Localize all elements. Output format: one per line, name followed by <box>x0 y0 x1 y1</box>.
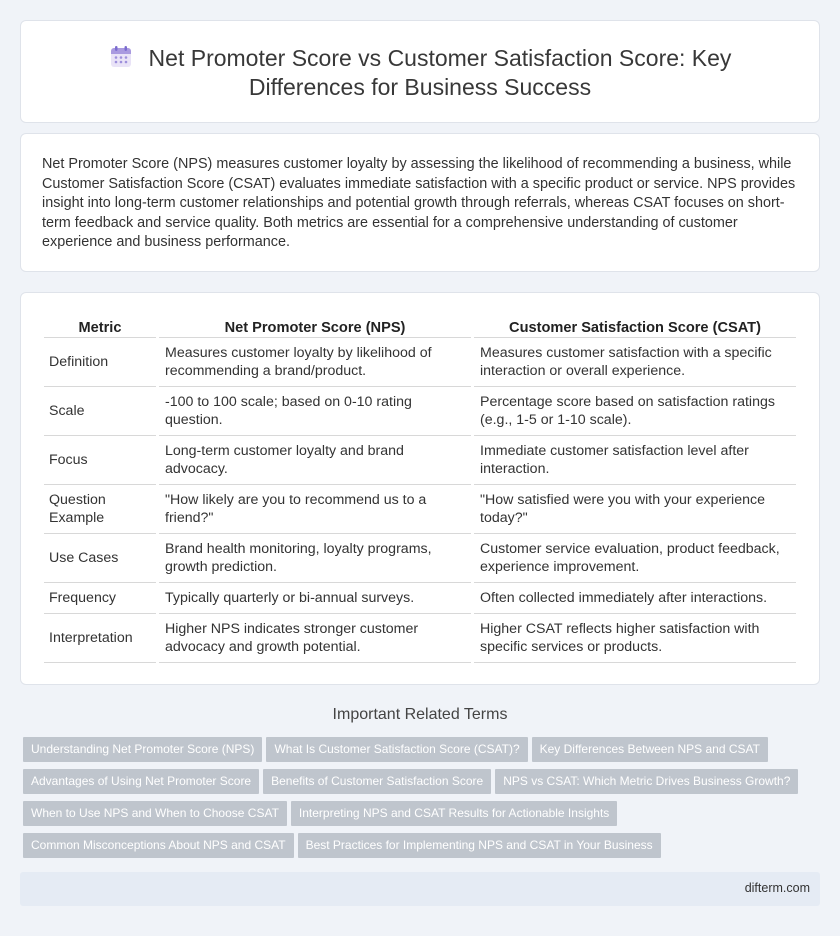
related-terms-heading: Important Related Terms <box>332 706 508 723</box>
related-terms-list <box>23 737 823 865</box>
table-row <box>44 614 796 663</box>
table-row <box>44 534 796 583</box>
page-title <box>21 44 819 102</box>
row-nps: Measures customer loyalty by likelihood of recommending a brand/product. <box>159 338 471 387</box>
related-term-link[interactable]: Key Differences Between NPS and CSAT <box>532 737 768 762</box>
related-term-link[interactable]: NPS vs CSAT: Which Metric Drives Business Growth? <box>495 769 798 794</box>
tag-row <box>23 833 823 865</box>
related-term-link[interactable]: Understanding Net Promoter Score (NPS) <box>23 737 262 762</box>
related-term-link[interactable]: Benefits of Customer Satisfaction Score <box>263 769 491 794</box>
related-term-link[interactable]: Best Practices for Implementing NPS and CSAT in Your Business <box>298 833 661 858</box>
table-row <box>44 485 796 534</box>
table-row <box>44 583 796 614</box>
footer <box>20 872 820 906</box>
title-line-2: Differences for Business Success <box>248 74 592 100</box>
related-term-link[interactable]: Interpreting NPS and CSAT Results for Actionable Insights <box>291 801 617 826</box>
row-metric: Scale <box>44 387 156 436</box>
row-nps: Typically quarterly or bi-annual surveys. <box>159 583 471 614</box>
tag-row <box>23 769 823 801</box>
site-name[interactable]: difterm.com <box>744 881 810 895</box>
related-term-link[interactable]: Advantages of Using Net Promoter Score <box>23 769 259 794</box>
related-term-link[interactable]: What Is Customer Satisfaction Score (CSAT)? <box>266 737 527 762</box>
row-metric: Question Example <box>44 485 156 534</box>
row-nps: "How likely are you to recommend us to a friend?" <box>159 485 471 534</box>
row-csat: "How satisfied were you with your experience today?" <box>474 485 796 534</box>
title-line-1: Net Promoter Score vs Customer Satisfaction Score: Key <box>148 45 732 71</box>
row-metric: Use Cases <box>44 534 156 583</box>
intro-card <box>20 133 820 272</box>
header-metric: Metric <box>44 314 156 338</box>
tag-row <box>23 801 823 833</box>
header-nps: Net Promoter Score (NPS) <box>159 314 471 338</box>
calendar-icon <box>109 45 133 69</box>
table-row <box>44 436 796 485</box>
title-card <box>20 20 820 123</box>
row-csat: Measures customer satisfaction with a specific interaction or overall experience. <box>474 338 796 387</box>
header-csat: Customer Satisfaction Score (CSAT) <box>474 314 796 338</box>
comparison-card <box>20 292 820 685</box>
row-metric: Frequency <box>44 583 156 614</box>
row-metric: Interpretation <box>44 614 156 663</box>
intro-paragraph: Net Promoter Score (NPS) measures customer loyalty by assessing the likelihood of recommending a business, while Customer Satisfaction Score (CSAT) evaluates immediate satisfaction with a specific product or service. NPS provides insight into long-term customer relationships and potential growth through referrals, whereas CSAT focuses on short-term feedback and service quality. Both metrics are essential for a comprehensive understanding of customer experience and business performance. <box>42 156 796 250</box>
row-nps: Long-term customer loyalty and brand advocacy. <box>159 436 471 485</box>
row-metric: Focus <box>44 436 156 485</box>
table-row <box>44 338 796 387</box>
row-metric: Definition <box>44 338 156 387</box>
row-csat: Percentage score based on satisfaction ratings (e.g., 1-5 or 1-10 scale). <box>474 387 796 436</box>
row-nps: Higher NPS indicates stronger customer advocacy and growth potential. <box>159 614 471 663</box>
related-term-link[interactable]: Common Misconceptions About NPS and CSAT <box>23 833 294 858</box>
comparison-table <box>41 314 799 663</box>
row-csat: Immediate customer satisfaction level after interaction. <box>474 436 796 485</box>
table-row <box>44 387 796 436</box>
tag-row <box>23 737 823 769</box>
row-nps: -100 to 100 scale; based on 0-10 rating question. <box>159 387 471 436</box>
row-csat: Often collected immediately after interactions. <box>474 583 796 614</box>
row-csat: Customer service evaluation, product feedback, experience improvement. <box>474 534 796 583</box>
row-csat: Higher CSAT reflects higher satisfaction with specific services or products. <box>474 614 796 663</box>
row-nps: Brand health monitoring, loyalty programs, growth prediction. <box>159 534 471 583</box>
table-header-row <box>44 314 796 338</box>
related-term-link[interactable]: When to Use NPS and When to Choose CSAT <box>23 801 287 826</box>
